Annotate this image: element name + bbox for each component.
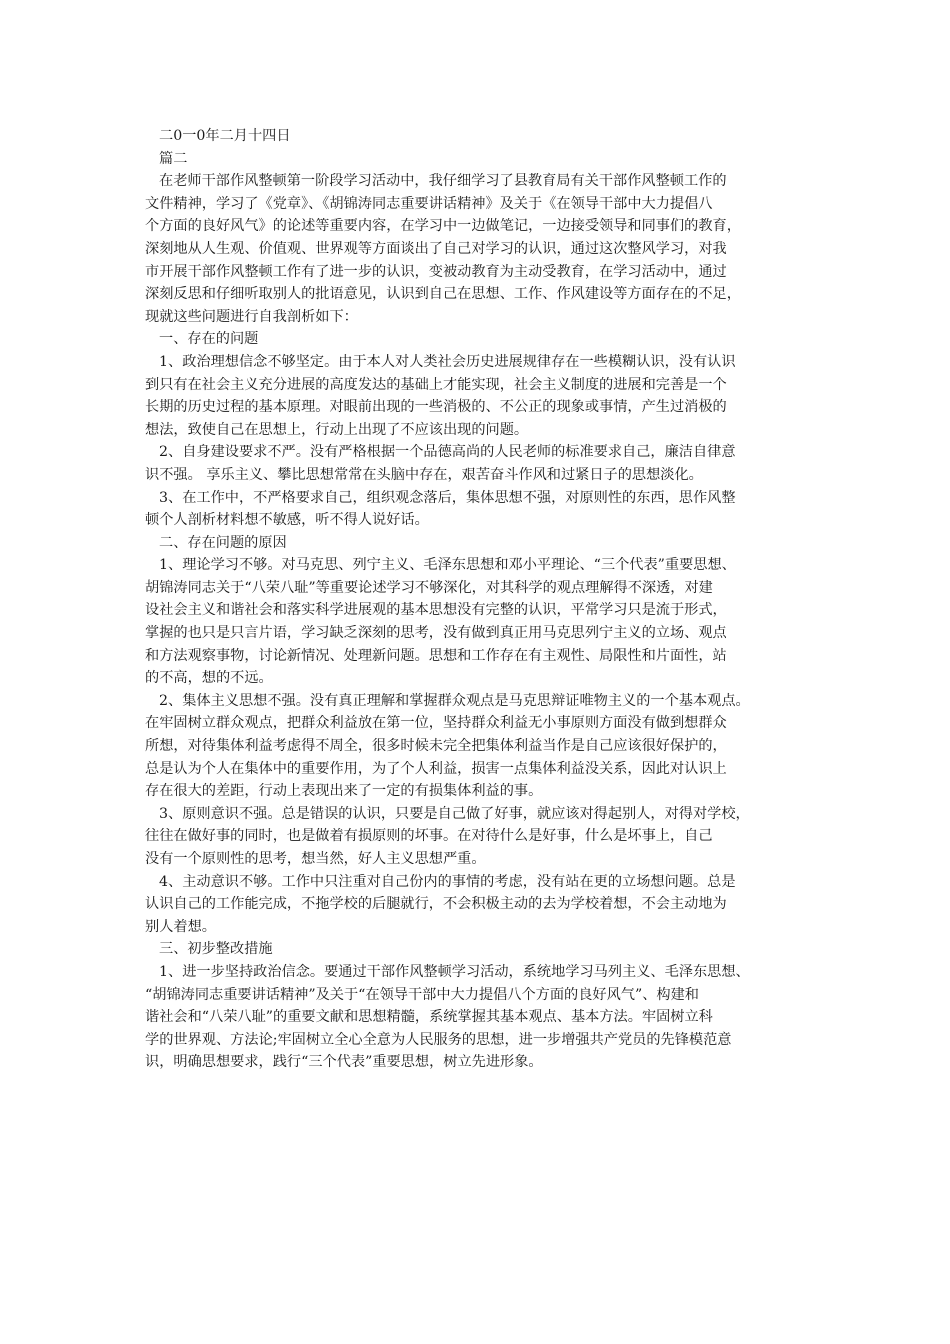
text-line: 在老师干部作风整顿第一阶段学习活动中，我仔细学习了县教育局有关干部作风整顿工作的 <box>159 173 727 190</box>
document-date: 二0一0年二月十四日 <box>159 128 291 144</box>
text-line: 掌握的也只是只言片语，学习缺乏深刻的思考，没有做到真正用马克思列宁主义的立场、观点 <box>145 625 727 642</box>
text-line: 别人着想。 <box>145 918 216 935</box>
paragraph <box>145 441 813 486</box>
text-line: 2、自身建设要求不严。没有严格根据一个品德高尚的人民老师的标准要求自己，廉洁自律意 <box>159 444 736 461</box>
text-line: 长期的历史过程的基本原理。对眼前出现的一些消极的、不公正的现象或事情，产生过消极的 <box>145 399 727 416</box>
text-line: 胡锦涛同志关于“八荣八耻”等重要论述学习不够深化，对其科学的观点理解得不深透，对建 <box>145 579 713 596</box>
text-line: 市开展干部作风整顿工作有了进一步的认识，变被动教育为主动受教育，在学习活动中，通过 <box>145 263 727 280</box>
text-line: 现就这些问题进行自我剖析如下： <box>145 308 358 325</box>
text-line: 认识自己的工作能完成，不拖学校的后腿就行，不会积极主动的去为学校着想，不会主动地为 <box>145 896 727 913</box>
section-heading: 三、初步整改措施 <box>159 941 273 958</box>
text-line: 到只有在社会主义充分进展的高度发达的基础上才能实现，社会主义制度的进展和完善是一个 <box>145 376 727 393</box>
text-line: 文件精神，学习了《党章》、《胡锦涛同志重要讲话精神》及关于《在领导干部中大力提倡八 <box>145 195 713 212</box>
section-heading: 一、存在的问题 <box>159 331 259 348</box>
text-line: 4、主动意识不够。工作中只注重对自己份内的事情的考虑，没有站在更的立场想问题。总是 <box>159 873 736 890</box>
text-line: 在牢固树立群众观点，把群众利益放在第一位，坚持群众利益无小事原则方面没有做到想群众 <box>145 715 727 732</box>
text-line: 1、进一步坚持政治信念。要通过干部作风整顿学习活动，系统地学习马列主义、毛泽东思想、 <box>159 963 750 980</box>
text-line: 的不高，想的不远。 <box>145 670 273 687</box>
text-line: 深刻地从人生观、价值观、世界观等方面谈出了自己对学习的认识，通过这次整风学习，对我 <box>145 240 727 257</box>
text-line: “胡锦涛同志重要讲话精神”及关于“在领导干部中大力提倡八个方面的良好风气”、构建和 <box>145 986 699 1003</box>
paragraph <box>145 871 813 939</box>
text-line: 总是认为个人在集体中的重要作用，为了个人利益，损害一点集体利益没关系，因此对认识上 <box>145 760 727 777</box>
document-body <box>145 125 813 1074</box>
paragraph <box>145 961 813 1074</box>
text-line: 往往在做好事的同时，也是做着有损原则的坏事。在对待什么是好事，什么是坏事上，自己 <box>145 828 713 845</box>
text-line: 存在很大的差距，行动上表现出来了一定的有损集体利益的事。 <box>145 783 543 800</box>
section-heading: 二、存在问题的原因 <box>159 534 287 551</box>
text-line: 没有一个原则性的思考，想当然，好人主义思想严重。 <box>145 851 486 867</box>
text-line: 顿个人剖析材料想不敏感，听不得人说好话。 <box>145 512 429 529</box>
text-line: 3、原则意识不强。总是错误的认识，只要是自己做了好事，就应该对得起别人，对得对学校， <box>159 805 750 822</box>
paragraph <box>145 803 813 871</box>
text-line: 3、在工作中，不严格要求自己，组织观念落后，集体思想不强，对原则性的东西，思作风整 <box>159 489 736 506</box>
intro-paragraph <box>145 170 813 328</box>
text-line: 识不强。 享乐主义、攀比思想常常在头脑中存在，艰苦奋斗作风和过紧日子的思想淡化。 <box>145 466 703 483</box>
paragraph <box>145 487 813 532</box>
text-line: 深刻反思和仔细听取别人的批语意见，认识到自己在思想、工作、作风建设等方面存在的不足， <box>145 286 741 303</box>
text-line: 1、政治理想信念不够坚定。由于本人对人类社会历史进展规律存在一些模糊认识，没有认识 <box>159 353 736 370</box>
text-line: 所想，对待集体利益考虑得不周全，很多时候未完全把集体利益当作是自己应该很好保护的， <box>145 738 727 755</box>
text-line: 个方面的良好风气》的论述等重要内容，在学习中一边做笔记，一边接受领导和同事们的教育， <box>145 218 741 235</box>
text-line: 设社会主义和谐社会和落实科学进展观的基本思想没有完整的认识，平常学习只是流于形式， <box>145 602 727 619</box>
part-title: 篇二 <box>159 150 188 167</box>
text-line: 谐社会和“八荣八耻”的重要文献和思想精髓，系统掌握其基本观点、基本方法。牢固树立科 <box>145 1009 713 1026</box>
paragraph <box>145 554 813 690</box>
text-line: 和方法观察事物，讨论新情况、处理新问题。思想和工作存在有主观性、局限性和片面性，站 <box>145 647 727 664</box>
paragraph <box>145 351 813 441</box>
text-line: 1、理论学习不够。对马克思、列宁主义、毛泽东思想和邓小平理论、“三个代表”重要思想、 <box>159 557 736 574</box>
text-line: 2、集体主义思想不强。没有真正理解和掌握群众观点是马克思辩证唯物主义的一个基本观点。 <box>159 692 750 709</box>
text-line: 学的世界观、方法论;牢固树立全心全意为人民服务的思想，进一步增强共产党员的先锋模范意 <box>145 1031 732 1048</box>
text-line: 想法，致使自己在思想上，行动上出现了不应该出现的问题。 <box>145 421 529 438</box>
text-line: 识，明确思想要求，践行“三个代表”重要思想，树立先进形象。 <box>145 1054 543 1071</box>
paragraph <box>145 690 813 803</box>
